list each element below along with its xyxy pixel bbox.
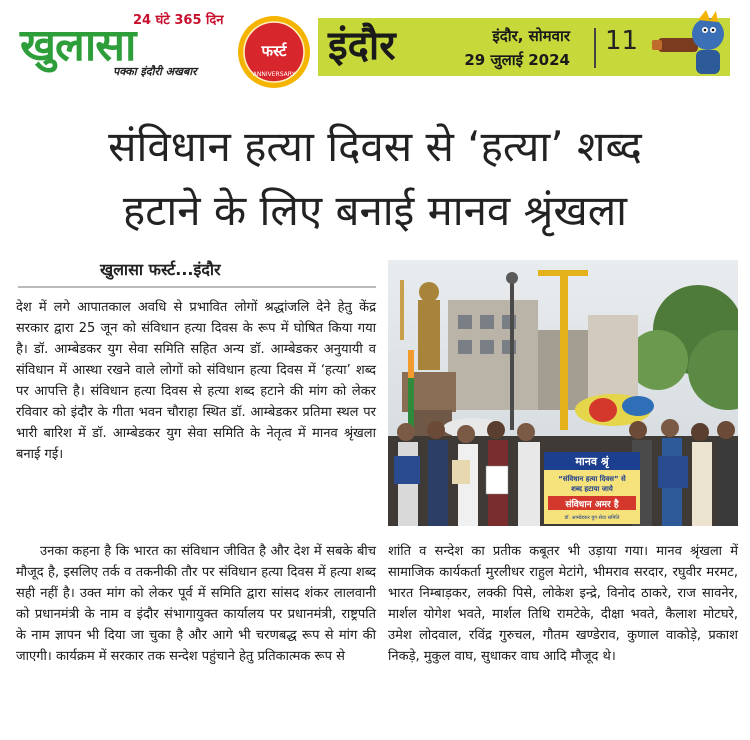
headline-line-2: हटाने के लिए बनाई मानव श्रृंखला — [122, 186, 628, 235]
headline-line-1: संविधान हत्या दिवस से ‘हत्या’ शब्द — [108, 122, 642, 171]
banner-footer: डॉ. आम्बेडकर युग सेवा समिति — [564, 515, 620, 521]
banner-line-3: शब्द हटाया जाये — [571, 485, 613, 493]
article-paragraph-3: शांति व सन्देश का प्रतीक कबूतर भी उड़ाया गया। मानव श्रृंखला में सामाजिक कार्यकर्ता मुरलीधर राहुल मेटांगे, भीमराव सरदार, रघुवीर मरमट, भारत निम्बाड़कर, लक्की पिसे, लोकेश इन्द्रे, विनोद ठाकरे, राज सावनेर, मार्शल योगेश भवते, मार्शल तिथि रामटेके, दीक्षा भवते, कैलाश मोटघरे, उमेश लोदवाल, रविंद्र गुरुचल, गौतम खण्डेराव, कुणाल वाकोड़े, प्रकाश निकड़े, मुकुल वाघ, सुधाकर वाघ आदि मौजूद थे। — [388, 544, 738, 664]
masthead-tagline: 24 घंटे 365 दिन — [133, 13, 224, 28]
page-number: 11 — [605, 26, 639, 56]
badge-subtext: ANNIVERSARY — [252, 71, 296, 78]
article-column-left-top — [16, 297, 376, 465]
article-byline: खुलासा फर्स्ट...इंदौर — [100, 260, 221, 279]
newspaper-logo: खुलासा — [20, 20, 136, 71]
article-paragraph-1: देश में लगे आपातकाल अवधि से प्रभावित लोगों श्रद्धांजलि देने हेतु केंद्र सरकार द्वारा 25 जून को संविधान हत्या दिवस के रूप में घोषित किया गया है। डॉ. आम्बेडकर युग सेवा समिति सहित अन्य डॉ. आम्बेडकर अनुयायी व संविधान में आस्था रखने वाले लोगों को संविधान हत्या दिवस में ‘हत्या’ शब्द पर आपत्ति है। संविधान हत्या दिवस से हत्या शब्द हटाने की मांग को लेकर रविवार को इंदौर के गीता भवन चौराहा स्थित डॉ. आम्बेडकर प्रतिमा स्थल पर भारी बारिश में डॉ. आम्बेडकर युग सेवा समिति के नेतृत्व में मानव श्रृंखला बनाई गई। — [16, 300, 376, 462]
date-day: इंदौर, सोमवार — [492, 27, 570, 45]
mascot-illustration — [650, 8, 728, 80]
news-photo — [388, 260, 738, 526]
dateline — [452, 24, 570, 72]
edition-city: इंदौर — [328, 23, 396, 69]
badge-text: फर्स्ट — [261, 42, 287, 60]
article-column-right — [388, 541, 738, 667]
banner-slogan: संविधान अमर है — [565, 500, 619, 510]
article-headline — [20, 115, 730, 243]
banner-title: मानव श्रृं — [575, 455, 609, 468]
date-full: 29 जुलाई 2024 — [464, 51, 570, 69]
byline-rule — [18, 286, 376, 288]
anniversary-badge — [236, 14, 312, 90]
article-column-left-bottom — [16, 541, 376, 667]
masthead-subtag: पक्का इंदौरी अखबार — [113, 65, 197, 78]
masthead-divider — [594, 28, 596, 68]
article-paragraph-2: उनका कहना है कि भारत का संविधान जीवित है और देश में सबके बीच मौजूद है, इसलिए तर्क व तकनीकी तौर पर संविधान हत्या दिवस में हत्या शब्द सही नहीं है। उक्त मांग को लेकर पूर्व में समिति द्वारा सांसद शंकर लालवानी को प्रधानमंत्री के नाम व इंदौर संभागायुक्त कार्यालय पर प्रधानमंत्री, राष्ट्रपति के नाम ज्ञापन भी दिया जा चुका है और आगे भी चरणबद्ध रूप से मांग की जाएगी। कार्यक्रम में सरकार तक सन्देश पहुंचाने हेतु प्रतिकात्मक रूप से — [16, 544, 376, 664]
banner-line-2: “संविधान हत्या दिवस” से — [558, 475, 626, 483]
